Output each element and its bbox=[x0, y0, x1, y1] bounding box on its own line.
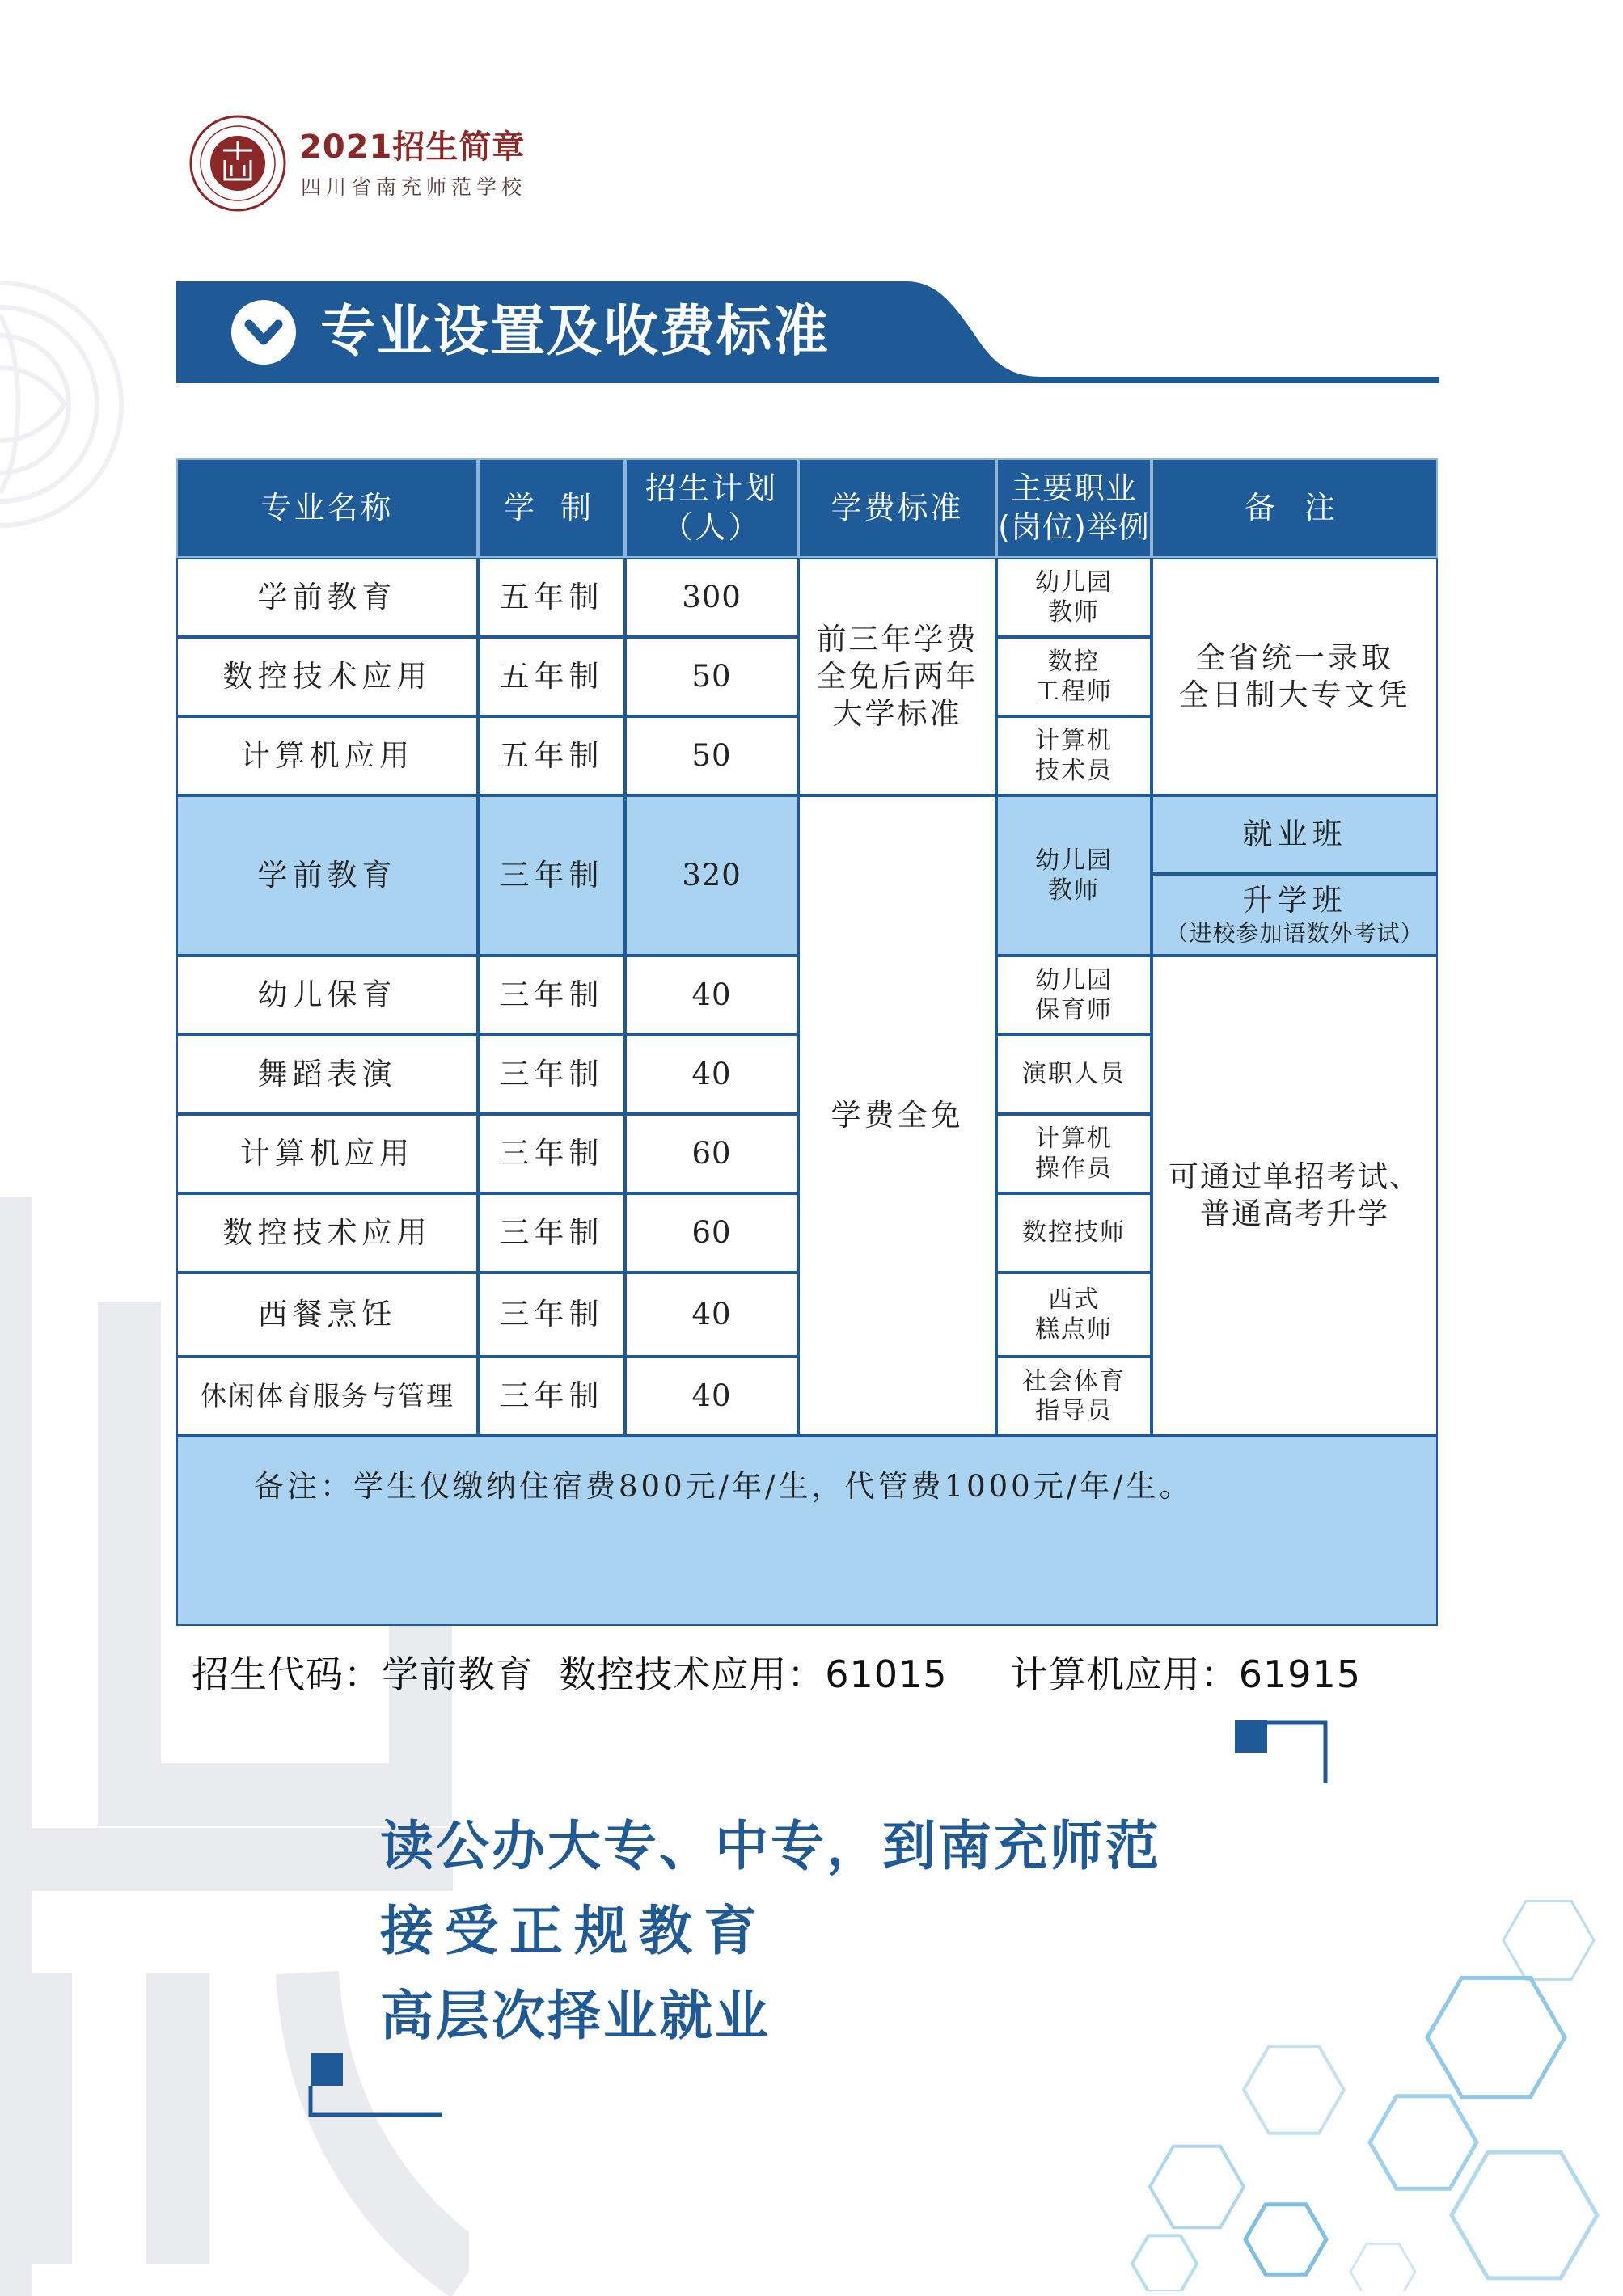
duration-cell: 五年制 bbox=[478, 637, 625, 716]
plan-cell: 40 bbox=[625, 1273, 798, 1357]
career-cell bbox=[996, 1357, 1152, 1436]
career-line: 糕点师 bbox=[1035, 1315, 1113, 1344]
career-line: 幼儿园 bbox=[1035, 568, 1113, 597]
career-line: 数控 bbox=[1048, 647, 1100, 676]
major-cell: 计算机应用 bbox=[176, 716, 478, 796]
school-name: 四川省南充师范学校 bbox=[301, 175, 527, 199]
career-line: 指导员 bbox=[1035, 1397, 1113, 1425]
section-banner bbox=[176, 281, 1439, 385]
career-line: 保育师 bbox=[1035, 996, 1113, 1024]
career-line: 西式 bbox=[1048, 1285, 1100, 1314]
career-line: 操作员 bbox=[1035, 1154, 1113, 1183]
career-cell bbox=[996, 558, 1152, 637]
fee-three-year: 学费全免 bbox=[798, 796, 996, 1436]
decorative-medallion bbox=[0, 267, 146, 542]
header-duration: 学 制 bbox=[478, 458, 625, 558]
remarks-further-study bbox=[1152, 874, 1438, 956]
remarks-three-year-line: 可通过单招考试、 bbox=[1169, 1159, 1421, 1194]
header-plan-line1: 招生计划 bbox=[645, 471, 778, 506]
fee-five-year-line: 全免后两年 bbox=[816, 658, 978, 694]
major-cell: 计算机应用 bbox=[176, 1114, 478, 1193]
table-note: 备注：学生仅缴纳住宿费800元/年/生，代管费1000元/年/生。 bbox=[176, 1436, 1438, 1626]
header-career-line2: (岗位)举例 bbox=[998, 509, 1150, 545]
header-plan-line2: （人） bbox=[661, 509, 762, 545]
career-cell bbox=[996, 796, 1152, 956]
hexagon-shape bbox=[1452, 2152, 1597, 2278]
career-line: 数控技师 bbox=[1022, 1218, 1126, 1247]
corner-bracket-decoration bbox=[1235, 1720, 1332, 1785]
career-line: 工程师 bbox=[1035, 677, 1113, 706]
corner-bracket-decoration bbox=[307, 2053, 445, 2118]
career-line: 社会体育 bbox=[1022, 1366, 1126, 1395]
duration-cell: 三年制 bbox=[478, 1035, 625, 1114]
program-fee-table bbox=[176, 458, 1438, 1626]
remarks-five-year-line: 全省统一录取 bbox=[1195, 639, 1394, 675]
slogan-line: 读公办大专、中专，到南充师范 bbox=[380, 1815, 1161, 1877]
career-line: 演职人员 bbox=[1022, 1060, 1126, 1089]
plan-cell: 40 bbox=[625, 1035, 798, 1114]
fee-five-year-line: 大学标准 bbox=[832, 696, 962, 732]
duration-cell: 三年制 bbox=[478, 1193, 625, 1273]
section-title: 专业设置及收费标准 bbox=[320, 300, 831, 364]
career-line: 教师 bbox=[1048, 876, 1100, 905]
career-cell bbox=[996, 1035, 1152, 1114]
major-cell: 休闲体育服务与管理 bbox=[176, 1357, 478, 1436]
major-cell: 数控技术应用 bbox=[176, 1193, 478, 1273]
brochure-title: 2021招生简章 bbox=[299, 129, 526, 166]
major-cell: 学前教育 bbox=[176, 796, 478, 956]
career-cell bbox=[996, 1273, 1152, 1357]
remarks-further-study-label: 升学班 bbox=[1242, 882, 1347, 918]
major-cell: 数控技术应用 bbox=[176, 637, 478, 716]
plan-cell: 60 bbox=[625, 1193, 798, 1273]
duration-cell: 三年制 bbox=[478, 1357, 625, 1436]
career-line: 幼儿园 bbox=[1035, 965, 1113, 994]
major-cell: 幼儿保育 bbox=[176, 956, 478, 1035]
major-cell: 学前教育 bbox=[176, 558, 478, 637]
school-seal-logo bbox=[188, 113, 288, 213]
career-line: 幼儿园 bbox=[1035, 846, 1113, 875]
duration-cell: 三年制 bbox=[478, 796, 625, 956]
duration-cell: 三年制 bbox=[478, 1273, 625, 1357]
plan-cell: 40 bbox=[625, 956, 798, 1035]
remarks-employment-class: 就业班 bbox=[1152, 796, 1438, 874]
career-line: 教师 bbox=[1048, 598, 1100, 627]
career-line: 技术员 bbox=[1035, 757, 1113, 785]
plan-cell: 50 bbox=[625, 716, 798, 796]
hexagon-shape bbox=[1503, 1901, 1594, 1980]
chevron-down-icon bbox=[231, 300, 296, 365]
plan-cell: 60 bbox=[625, 1114, 798, 1193]
career-cell bbox=[996, 956, 1152, 1035]
fee-five-year bbox=[798, 558, 996, 796]
hexagon-shape bbox=[1244, 2046, 1344, 2133]
hexagon-shape bbox=[1370, 2096, 1477, 2188]
major-cell: 西餐烹饪 bbox=[176, 1273, 478, 1357]
remarks-five-year bbox=[1152, 558, 1438, 796]
career-line: 计算机 bbox=[1035, 726, 1113, 755]
plan-cell: 300 bbox=[625, 558, 798, 637]
slogan-line: 接受正规教育 bbox=[380, 1900, 768, 1962]
plan-cell: 50 bbox=[625, 637, 798, 716]
career-cell bbox=[996, 1114, 1152, 1193]
duration-cell: 五年制 bbox=[478, 558, 625, 637]
plan-cell: 320 bbox=[625, 796, 798, 956]
header-remarks: 备 注 bbox=[1152, 458, 1438, 558]
duration-cell: 三年制 bbox=[478, 1114, 625, 1193]
duration-cell: 三年制 bbox=[478, 956, 625, 1035]
remarks-three-year bbox=[1152, 956, 1438, 1436]
remarks-further-study-note: （进校参加语数外考试） bbox=[1165, 920, 1424, 948]
enrollment-codes: 招生代码：学前教育 数控技术应用：61015 计算机应用：61915 bbox=[192, 1652, 1362, 1696]
career-cell bbox=[996, 637, 1152, 716]
plan-cell: 40 bbox=[625, 1357, 798, 1436]
header-plan bbox=[625, 458, 798, 558]
career-cell bbox=[996, 1193, 1152, 1273]
header-major: 专业名称 bbox=[176, 458, 478, 558]
hexagon-shape bbox=[1150, 2146, 1244, 2227]
hexagon-shape bbox=[1245, 2205, 1326, 2275]
header-career bbox=[996, 458, 1152, 558]
hexagon-decoration bbox=[1076, 1892, 1623, 2291]
remarks-three-year-line: 普通高考升学 bbox=[1200, 1197, 1389, 1231]
remarks-five-year-line: 全日制大专文凭 bbox=[1178, 677, 1411, 712]
header-career-line1: 主要职业 bbox=[1010, 471, 1137, 506]
hexagon-shape bbox=[1132, 2235, 1197, 2291]
duration-cell: 五年制 bbox=[478, 716, 625, 796]
hexagon-shape bbox=[1350, 2243, 1415, 2291]
slogan-line: 高层次择业就业 bbox=[380, 1985, 771, 2047]
fee-five-year-line: 前三年学费 bbox=[816, 621, 978, 656]
hexagon-shape bbox=[1427, 1977, 1565, 2096]
career-cell bbox=[996, 716, 1152, 796]
header-fee: 学费标准 bbox=[798, 458, 996, 558]
major-cell: 舞蹈表演 bbox=[176, 1035, 478, 1114]
career-line: 计算机 bbox=[1035, 1124, 1113, 1153]
